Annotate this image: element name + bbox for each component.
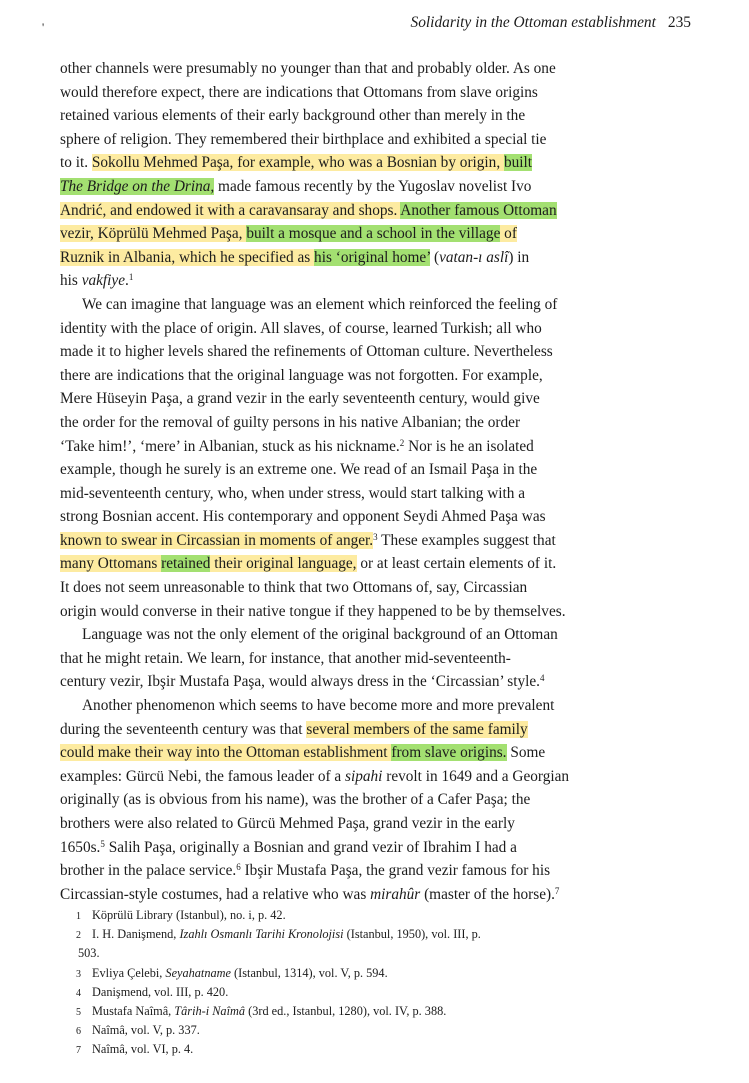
body-line: would therefore expect, there are indications that Ottomans from slave origins <box>60 83 538 101</box>
footnotes <box>76 906 696 1060</box>
footnote: 5 Mustafa Naîmâ, Târih-i Naîmâ (3rd ed., Istanbul, 1280), vol. IV, p. 388. <box>76 1003 447 1018</box>
body-line: other channels were presumably no younger than that and probably older. As one <box>60 60 556 77</box>
highlight-green: built a mosque and a school in the village <box>246 225 501 243</box>
footnote-ref: 3 <box>373 531 378 542</box>
footnote-ref: 6 <box>236 862 241 873</box>
highlight-green: built <box>503 154 533 172</box>
body-line: It does not seem unreasonable to think that two Ottomans of, say, Circassian <box>60 579 528 597</box>
body-line: Mere Hüseyin Paşa, a grand vezir in the early seventeenth century, would give <box>60 390 540 408</box>
body-line: the order for the removal of guilty persons in his native Albanian; the order <box>60 413 521 431</box>
body-line: example, though he surely is an extreme one. We read of an Ismail Paşa in the <box>60 461 538 479</box>
body-line: origin would converse in their native tongue if they happened to be by themselves. <box>60 602 566 620</box>
body-line: his vakfiye.$^1$ <box>60 272 134 290</box>
footnote: 3 Evliya Çelebi, Seyahatname (Istanbul, 1314), vol. V, p. 594. <box>76 965 388 980</box>
body-line: examples: Gürcü Nebi, the famous leader of a sipahi revolt in 1649 and a Georgian <box>60 767 570 785</box>
body-line: during the seventeenth century was that several members of the same family <box>60 720 528 738</box>
highlight-yellow: Andrić, and endowed it with a caravansaray and shops. <box>60 201 401 219</box>
highlight-yellow: several members of the same family <box>306 720 528 738</box>
body-line: brothers were also related to Gürcü Mehmed Paşa, grand vezir in the early <box>60 815 515 832</box>
body-line: many Ottomans retained their original language, or at least certain elements of it. <box>60 555 557 573</box>
footnote: 1 Köprülü Library (Istanbul), no. i, p. 42. <box>76 908 286 922</box>
footnote-ref: 1 <box>128 272 134 283</box>
highlight-yellow: Sokollu Mehmed Paşa, for example, who was a Bosnian by origin, <box>91 154 504 172</box>
highlight-green: retained <box>161 555 211 573</box>
body-line: The Bridge on the Drina, made famous recently by the Yugoslav novelist Ivo <box>60 177 532 195</box>
body-line <box>60 222 693 246</box>
body-line: identity with the place of origin. All slaves, of course, learned Turkish; all who <box>60 319 542 337</box>
body-line: Ruznik in Albania, which he specified as his ‘original home’ (vatan-ı aslî) in <box>60 248 530 266</box>
body-line: Circassian-style costumes, had a relative who was mirahûr (master of the horse).$^7$ <box>60 885 560 903</box>
highlight-yellow: vezir, Köprülü Mehmed Paşa, <box>60 225 247 243</box>
body-line: known to swear in Circassian in moments of anger.$^3$ These examples suggest that <box>60 531 556 549</box>
footnote: 2 I. H. Danişmend, Izahlı Osmanlı Tarihi Kronolojisi (Istanbul, 1950), vol. III, p. <box>76 927 481 942</box>
body-line: sphere of religion. They remembered their birthplace and exhibited a special tie <box>60 130 547 148</box>
body-line: to it. Sokollu Mehmed Paşa, for example, who was a Bosnian by origin, built <box>60 154 533 172</box>
highlight-green-book-title: The Bridge on the Drina, <box>60 177 215 195</box>
highlight-green: his ‘original home’ <box>314 248 431 266</box>
body-line: We can imagine that language was an element which reinforced the feeling of <box>82 295 558 313</box>
highlight-yellow: many Ottomans <box>60 555 162 573</box>
footnote-ref: 4 <box>539 673 545 684</box>
body-line: Another phenomenon which seems to have become more and more prevalent <box>82 697 555 715</box>
body-line <box>60 199 693 223</box>
highlight-green: from slave origins. <box>391 744 507 762</box>
footnote-ref: 5 <box>100 838 105 849</box>
highlight-green: Another famous Ottoman <box>400 201 557 219</box>
footnote-continuation: 503. <box>78 946 100 961</box>
highlight-yellow: their original language, <box>210 555 357 573</box>
body-line: ‘Take him!’, ‘mere’ in Albanian, stuck as his nickname.$^2$ Nor is he an isolated <box>60 437 534 455</box>
footnote-ref: 7 <box>554 885 560 896</box>
running-header <box>60 14 691 32</box>
margin-mark: ' <box>42 20 45 34</box>
body-line: century vezir, Ibşir Mustafa Paşa, would always dress in the ‘Circassian’ style.$^4$ <box>60 673 545 691</box>
body-line: made it to higher levels shared the refinements of Ottoman culture. Nevertheless <box>60 343 553 361</box>
running-title: Solidarity in the Ottoman establishment <box>410 14 656 31</box>
highlight-yellow: known to swear in Circassian in moments of anger. <box>60 531 374 549</box>
body-line: mid-seventeenth century, who, when under stress, would start talking with a <box>60 484 526 502</box>
page-number: 235 <box>667 14 691 31</box>
body-text <box>60 57 693 906</box>
body-line: there are indications that the original language was not forgotten. For example, <box>60 366 543 384</box>
body-line: 1650s.$^5$ Salih Paşa, originally a Bosnian and grand vezir of Ibrahim I had a <box>60 838 517 856</box>
body-line: originally (as is obvious from his name), was the brother of a Cafer Paşa; the <box>60 791 531 809</box>
footnote-ref: 2 <box>399 437 405 448</box>
footnote: 7 Naîmâ, vol. VI, p. 4. <box>76 1042 194 1057</box>
highlight-yellow: Ruznik in Albania, which he specified as <box>60 248 315 266</box>
body-line: that he might retain. We learn, for instance, that another mid-seventeenth- <box>60 649 511 667</box>
highlight-yellow: of <box>500 225 517 243</box>
body-line: could make their way into the Ottoman establishment from slave origins. Some <box>60 744 546 762</box>
footnote: 4 Danişmend, vol. III, p. 420. <box>76 984 229 999</box>
body-line: Language was not the only element of the original background of an Ottoman <box>82 626 558 644</box>
body-line: brother in the palace service.$^6$ Ibşir Mustafa Paşa, the grand vezir famous for his <box>60 862 551 880</box>
highlight-yellow: could make their way into the Ottoman establishment <box>60 744 392 762</box>
body-line: strong Bosnian accent. His contemporary and opponent Seydi Ahmed Paşa was <box>60 508 546 526</box>
footnote: 6 Naîmâ, vol. V, p. 337. <box>76 1023 200 1038</box>
body-line: retained various elements of their early background other than merely in the <box>60 107 526 125</box>
